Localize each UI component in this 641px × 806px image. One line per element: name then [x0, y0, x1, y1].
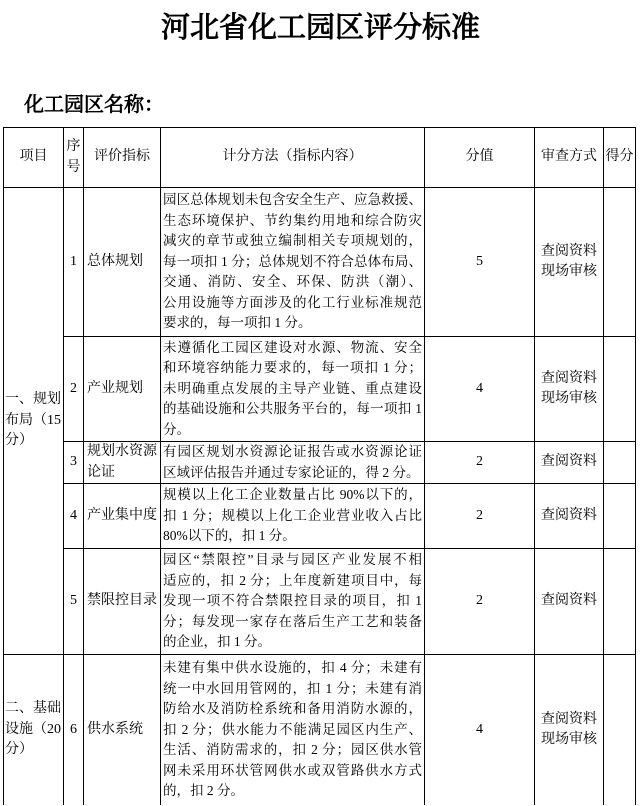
method-text-line: 的，扣 2 分。 — [163, 783, 244, 799]
header-score-label: 得分 — [605, 149, 634, 165]
indicator-name: 产业集中度 — [87, 507, 157, 523]
header-seq-cell — [64, 128, 84, 188]
park-name-label: 化工园区名称： — [24, 94, 164, 116]
seq-number: 3 — [70, 454, 77, 470]
table-row — [64, 337, 636, 442]
review-method: 查阅资料 — [541, 711, 597, 727]
table-row — [64, 549, 636, 655]
document-title: 河北省化工园区评分标准 — [160, 12, 480, 44]
method-text-line: 规模以上化工企业数量占比 90%以下的， — [163, 487, 422, 503]
indicator-name: 规划水资源论证 — [87, 444, 157, 480]
points-cell — [425, 484, 535, 549]
score-cell — [604, 655, 636, 805]
method-text-line: 发现一项不符合禁限控目录的项目，扣 1 — [163, 593, 422, 609]
header-review-label: 审查方式 — [541, 149, 597, 165]
points-value: 2 — [476, 593, 483, 609]
method-cell — [161, 188, 425, 337]
method-text-line: 未明确重点发展的主导产业链、重点建设 — [163, 380, 422, 396]
points-value: 5 — [476, 253, 483, 269]
header-indicator-cell — [84, 128, 161, 188]
method-text-line: 生态环境保护、节约集约用地和综合防灾 — [163, 212, 422, 228]
points-cell — [425, 549, 535, 655]
seq-cell — [64, 188, 84, 337]
indicator-cell — [84, 188, 161, 337]
method-text-line: 要求的，每一项扣 1 分。 — [163, 315, 312, 331]
points-value: 2 — [476, 507, 483, 523]
table-header-row — [4, 128, 636, 188]
header-indicator-label: 评价指标 — [94, 149, 150, 165]
seq-number: 4 — [70, 507, 77, 523]
method-cell — [161, 655, 425, 805]
method-text-line: 区域评估报告并通过专家论证的，得 2 分。 — [163, 464, 420, 480]
review-method: 查阅资料 — [541, 243, 597, 259]
group-label-cell — [4, 655, 64, 805]
table-group — [4, 655, 636, 805]
indicator-name: 禁限控目录 — [87, 593, 157, 609]
method-text-line: 生活、消防需求的，扣 2 分；园区供水管 — [163, 742, 422, 758]
method-text-line: 园区总体规划未包含安全生产、应急救援、 — [163, 192, 422, 208]
method-text-line: 防给水及消防栓系统和备用消防水源的， — [163, 701, 422, 717]
review-cell — [535, 442, 604, 484]
group-rows — [64, 188, 636, 655]
seq-cell — [64, 484, 84, 549]
method-text-line: 未遵循化工园区建设对水源、物流、安全 — [163, 339, 422, 355]
indicator-cell — [84, 442, 161, 484]
indicator-cell — [84, 655, 161, 805]
header-score-cell — [604, 128, 636, 188]
seq-number: 6 — [70, 721, 77, 737]
review-cell — [535, 188, 604, 337]
seq-number: 5 — [70, 593, 77, 609]
score-cell — [604, 549, 636, 655]
method-text-line: 扣 2 分；供水能力不能满足园区内生产、 — [163, 721, 422, 737]
review-cell — [535, 337, 604, 442]
seq-cell — [64, 337, 84, 442]
method-text-line: 分。 — [163, 421, 190, 437]
method-text-line: 有园区规划水资源论证报告或水资源论证 — [163, 444, 422, 459]
method-cell — [161, 549, 425, 655]
method-text-line: 每一项扣 1 分；总体规划不符合总体布局、 — [163, 253, 422, 269]
header-method-label: 计分方法（指标内容） — [222, 149, 363, 165]
indicator-name: 供水系统 — [87, 721, 143, 737]
method-text-line: 80%以下的，扣 1 分。 — [163, 528, 296, 544]
group-rows — [64, 655, 636, 805]
score-cell — [604, 188, 636, 337]
seq-cell — [64, 549, 84, 655]
table-row — [64, 655, 636, 805]
points-cell — [425, 442, 535, 484]
method-text-line: 交通、消防、安全、环保、防洪（潮）、 — [163, 274, 422, 290]
method-cell — [161, 337, 425, 442]
indicator-name: 产业规划 — [87, 380, 143, 396]
group-label-cell — [4, 188, 64, 655]
header-seq-label: 序号 — [66, 139, 81, 175]
method-text-line: 适应的，扣 2 分；上年度新建项目中，每 — [163, 572, 422, 588]
seq-cell — [64, 655, 84, 805]
method-cell — [161, 442, 425, 484]
method-text-line: 的企业，扣 1 分。 — [163, 634, 271, 650]
points-cell — [425, 188, 535, 337]
method-text-line: 公用设施等方面涉及的化工行业标准规范 — [163, 294, 422, 310]
indicator-cell — [84, 549, 161, 655]
indicator-cell — [84, 337, 161, 442]
review-method: 查阅资料 — [541, 454, 597, 470]
review-method: 现场审核 — [541, 264, 597, 279]
header-points-label: 分值 — [465, 149, 494, 165]
indicator-cell — [84, 484, 161, 549]
score-cell — [604, 337, 636, 442]
header-item-cell — [4, 128, 64, 188]
review-cell — [535, 549, 604, 655]
header-review-cell — [535, 128, 604, 188]
method-text-line: 未建有集中供水设施的，扣 4 分；未建有 — [163, 660, 422, 676]
seq-number: 2 — [70, 380, 77, 396]
method-text-line: 网未采用环状管网供水或双管路供水方式 — [163, 762, 422, 778]
method-text-line: 和环境容纳能力要求的，每一项扣 1 分； — [163, 360, 422, 376]
scoring-table — [3, 127, 636, 805]
review-method: 现场审核 — [541, 391, 597, 406]
points-cell — [425, 337, 535, 442]
score-cell — [604, 442, 636, 484]
method-text-line: 园区“禁限控”目录与园区产业发展不相 — [163, 552, 422, 568]
review-method: 查阅资料 — [541, 507, 597, 523]
table-row — [64, 188, 636, 337]
group-label: 二、基础设施（20分） — [5, 701, 61, 758]
method-text-line: 分；每发现一家存在落后生产工艺和装备 — [163, 613, 422, 629]
method-text-line: 的基础设施和公共服务平台的，每一项扣 1 — [163, 401, 422, 417]
points-value: 2 — [476, 454, 483, 470]
review-cell — [535, 655, 604, 805]
points-value: 4 — [476, 721, 483, 737]
seq-cell — [64, 442, 84, 484]
indicator-name: 总体规划 — [87, 253, 143, 269]
review-method: 现场审核 — [541, 732, 597, 747]
table-row — [64, 442, 636, 484]
review-method: 查阅资料 — [541, 370, 597, 386]
header-item-label: 项目 — [19, 149, 48, 165]
method-text-line: 减灾的章节或独立编制相关专项规划的， — [163, 233, 422, 249]
points-value: 4 — [476, 380, 483, 396]
review-cell — [535, 484, 604, 549]
header-method-cell — [161, 128, 425, 188]
table-row — [64, 484, 636, 549]
table-group — [4, 188, 636, 655]
method-cell — [161, 484, 425, 549]
seq-number: 1 — [70, 253, 77, 269]
method-text-line: 扣 1 分；规模以上化工企业营业收入占比 — [163, 507, 422, 523]
review-method: 查阅资料 — [541, 593, 597, 609]
header-points-cell — [425, 128, 535, 188]
points-cell — [425, 655, 535, 805]
method-text-line: 统一中水回用管网的，扣 1 分；未建有消 — [163, 680, 422, 696]
score-cell — [604, 484, 636, 549]
group-label: 一、规划布局（15分） — [5, 392, 61, 449]
